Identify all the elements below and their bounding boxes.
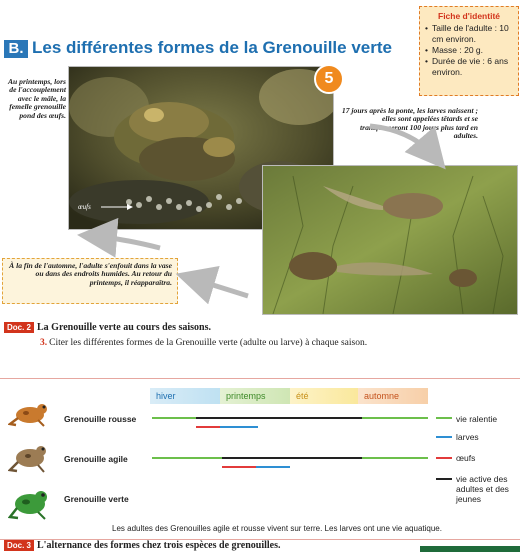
- season-ete: été: [290, 388, 358, 404]
- season-printemps: printemps: [220, 388, 290, 404]
- bottom-accent-bar: [420, 546, 520, 552]
- question-3-text: Citer les différentes formes de la Grenouille verte (adulte ou larve) à chaque saison.: [49, 338, 368, 348]
- identity-card-item: • Durée de vie : 6 ans environ.: [425, 56, 513, 78]
- identity-card-item: • Taille de l'adulte : 10 cm environ.: [425, 23, 513, 45]
- doc-number-badge: 5: [314, 64, 344, 94]
- question-3-number: 3.: [40, 338, 48, 348]
- species-verte: Grenouille verte: [64, 494, 129, 504]
- section-badge: B.: [4, 40, 28, 58]
- section-title: Les différentes formes de la Grenouille verte: [32, 38, 392, 57]
- legend-ralentie: vie ralentie: [456, 414, 498, 424]
- season-hiver: hiver: [150, 388, 220, 404]
- legend-oeufs: œufs: [456, 453, 476, 463]
- species-agile: Grenouille agile: [64, 454, 128, 464]
- caption-spring: Au printemps, lors de l'accouplement avec le mâle, la femelle grenouille pond des œufs.: [7, 77, 66, 120]
- eggs-label: œufs: [78, 203, 91, 211]
- season-automne: automne: [358, 388, 428, 404]
- caption-autumn: À la fin de l'automne, l'adulte s'enfouit dans la vase ou dans des endroits humides. Au retour du printemps, il réapparaîtra.: [2, 258, 178, 304]
- identity-card-title: Fiche d'identité: [438, 11, 500, 21]
- caption-after-laying: 17 jours après la ponte, les larves naissent ; elles sont appelées têtards et se transformeront 100 jours plus tard en adultes.: [341, 106, 478, 141]
- doc2-tag: Doc. 2: [4, 322, 34, 333]
- doc2-title: La Grenouille verte au cours des saisons.: [37, 322, 211, 333]
- identity-card-item: • Masse : 20 g.: [425, 45, 513, 56]
- doc3-caption: [4, 540, 281, 551]
- doc3-tag: Doc. 3: [4, 540, 34, 551]
- legend-active: vie active des adultes et des jeunes: [456, 474, 509, 504]
- species-rousse: Grenouille rousse: [64, 414, 137, 424]
- doc3-title: L'alternance des formes chez trois espèces de grenouilles.: [37, 540, 281, 551]
- legend-larves: larves: [456, 432, 479, 442]
- timeline-note: Les adultes des Grenouilles agile et rousse vivent sur terre. Les larves ont une vie aquatique.: [112, 524, 442, 533]
